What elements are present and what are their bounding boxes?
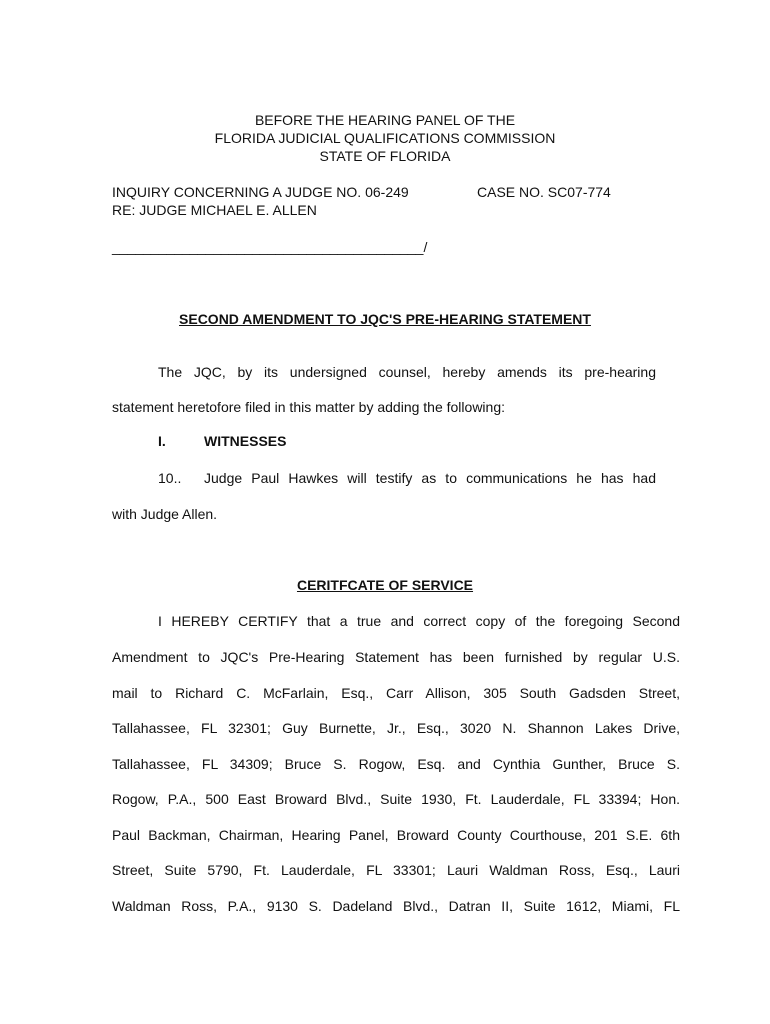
paragraph-1-line-1: The JQC, by its undersigned counsel, hereby amends its pre-hearing <box>158 364 656 380</box>
section-number: I. <box>158 433 166 449</box>
section-title: WITNESSES <box>204 433 287 449</box>
item-number: 10.. <box>158 470 182 486</box>
document-title: SECOND AMENDMENT TO JQC'S PRE-HEARING STATEMENT <box>179 311 591 327</box>
certificate-line: Tallahassee, FL 34309; Bruce S. Rogow, Esq. and Cynthia Gunther, Bruce S. <box>112 756 680 772</box>
certificate-line: Rogow, P.A., 500 East Broward Blvd., Suite 1930, Ft. Lauderdale, FL 33394; Hon. <box>112 791 680 807</box>
certificate-line: Waldman Ross, P.A., 9130 S. Dadeland Blvd., Datran II, Suite 1612, Miami, FL <box>112 898 680 914</box>
certificate-line: Paul Backman, Chairman, Hearing Panel, Broward County Courthouse, 201 S.E. 6th <box>112 827 680 843</box>
certificate-line: Amendment to JQC's Pre-Hearing Statement has been furnished by regular U.S. <box>112 649 680 665</box>
inquiry-caption: INQUIRY CONCERNING A JUDGE NO. 06-249 <box>112 184 409 200</box>
paragraph-1-line-2: statement heretofore filed in this matter by adding the following: <box>112 399 505 415</box>
header-line-3: STATE OF FLORIDA <box>319 148 451 164</box>
case-number: CASE NO. SC07-774 <box>477 184 611 200</box>
certificate-line: mail to Richard C. McFarlain, Esq., Carr Allison, 305 South Gadsden Street, <box>112 685 680 701</box>
header-line-2: FLORIDA JUDICIAL QUALIFICATIONS COMMISSION <box>214 130 556 146</box>
certificate-line: Street, Suite 5790, Ft. Lauderdale, FL 33301; Lauri Waldman Ross, Esq., Lauri <box>112 862 680 878</box>
item-line-1: Judge Paul Hawkes will testify as to communications he has had <box>204 470 656 486</box>
caption-rule: ________________________________________/ <box>112 239 428 255</box>
certificate-title: CERITFCATE OF SERVICE <box>296 577 474 593</box>
certificate-line: I HEREBY CERTIFY that a true and correct copy of the foregoing Second <box>158 613 680 629</box>
re-judge-caption: RE: JUDGE MICHAEL E. ALLEN <box>112 202 317 218</box>
certificate-line: Tallahassee, FL 32301; Guy Burnette, Jr., Esq., 3020 N. Shannon Lakes Drive, <box>112 720 680 736</box>
item-line-2: with Judge Allen. <box>112 506 218 522</box>
header-line-1: BEFORE THE HEARING PANEL OF THE <box>254 112 516 128</box>
